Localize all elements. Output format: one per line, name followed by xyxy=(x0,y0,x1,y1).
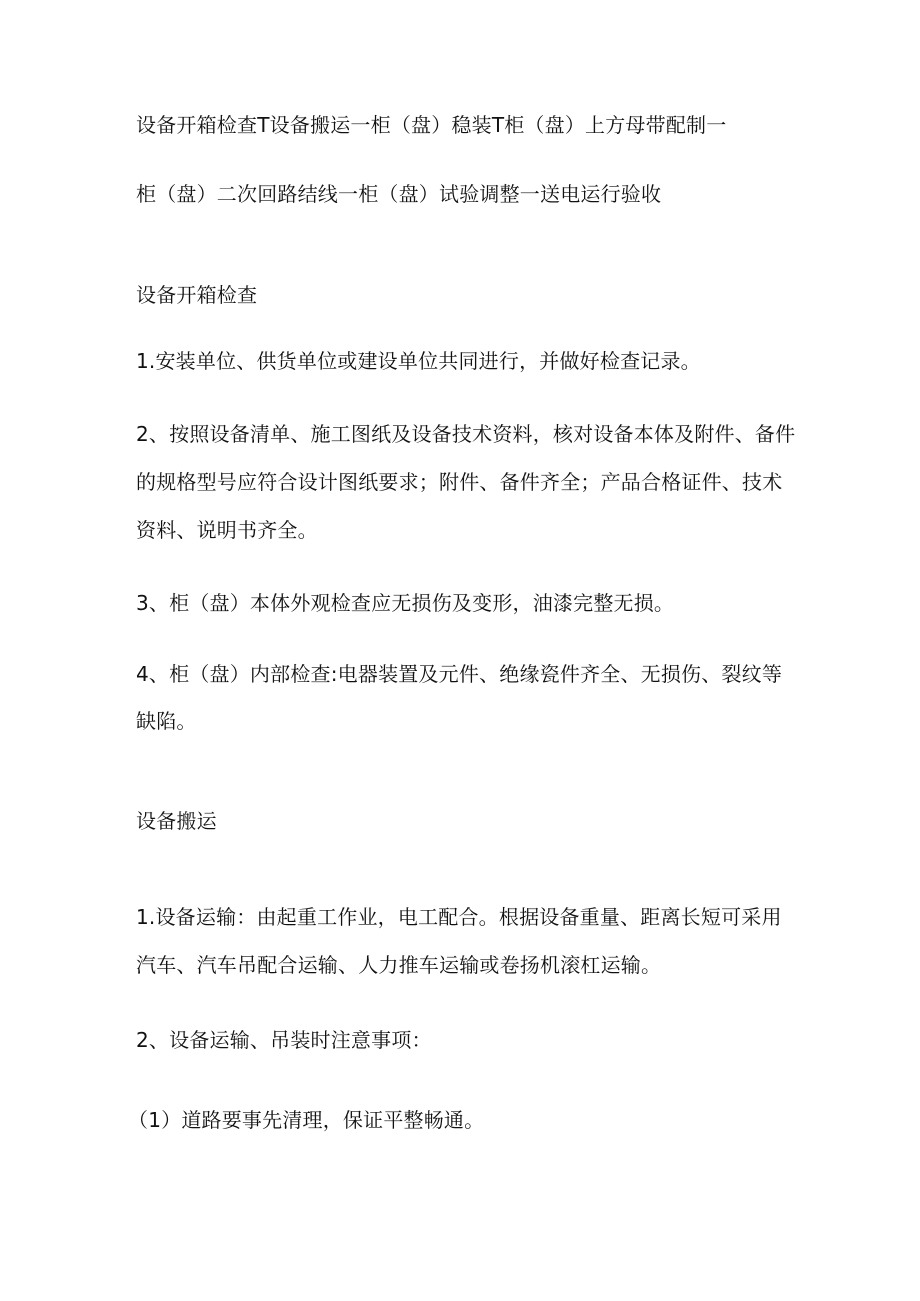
unpacking-item-2-line-3: 资料、说明书齐全。 xyxy=(136,518,318,542)
flow-line-1: 设备开箱检查T设备搬运一柜（盘）稳装T柜（盘）上方母带配制一 xyxy=(136,113,727,137)
unpacking-item-2-line-2: 的规格型号应符合设计图纸要求；附件、备件齐全；产品合格证件、技术 xyxy=(136,470,783,494)
transport-sub-item-1: （1）道路要事先清理，保证平整畅通。 xyxy=(128,1108,485,1132)
unpacking-item-4-line-2: 缺陷。 xyxy=(136,709,197,733)
transport-item-1-line-2: 汽车、汽车吊配合运输、人力推车运输或卷扬机滚杠运输。 xyxy=(136,953,662,977)
flow-line-2: 柜（盘）二次回路结线一柜（盘）试验调整一送电运行验收 xyxy=(136,182,662,206)
section-heading-transport: 设备搬运 xyxy=(136,809,217,833)
transport-item-1-line-1: 1.设备运输：由起重工作业，电工配合。根据设备重量、距离长短可采用 xyxy=(136,905,782,929)
transport-item-2: 2、设备运输、吊装时注意事项： xyxy=(136,1028,432,1052)
section-heading-unpacking: 设备开箱检查 xyxy=(136,283,258,307)
unpacking-item-2-line-1: 2、按照设备清单、施工图纸及设备技术资料，核对设备本体及附件、备件 xyxy=(136,422,796,446)
unpacking-item-4-line-1: 4、柜（盘）内部检查:电器装置及元件、绝缘瓷件齐全、无损伤、裂纹等 xyxy=(136,662,783,686)
unpacking-item-3: 3、柜（盘）本体外观检查应无损伤及变形，油漆完整无损。 xyxy=(136,591,675,615)
unpacking-item-1: 1.安装单位、供货单位或建设单位共同进行，并做好检查记录。 xyxy=(136,349,701,373)
